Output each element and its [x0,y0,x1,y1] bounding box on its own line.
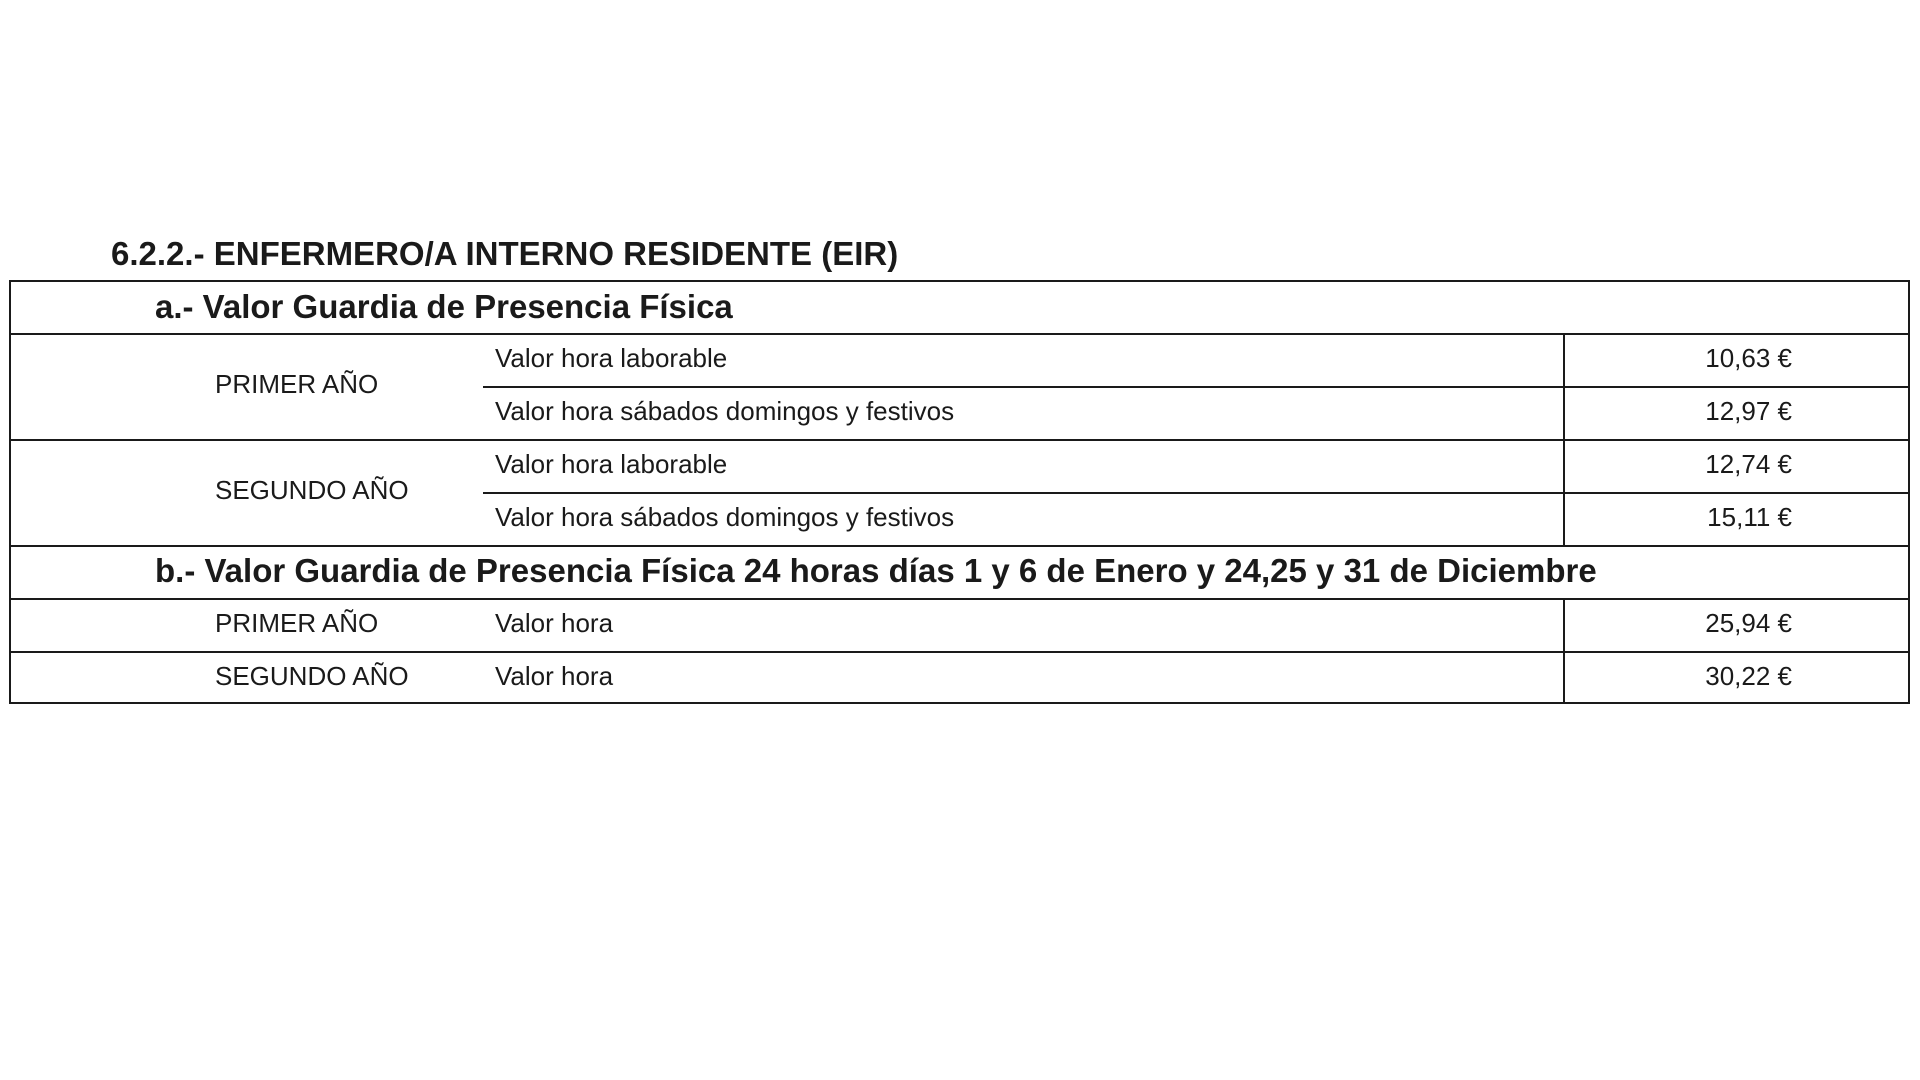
row-divider [11,333,1908,335]
concept-label: Valor hora [495,661,614,691]
row-divider [11,545,1908,547]
concept-label: Valor hora sábados domingos y festivos [495,502,955,532]
column-divider [1563,333,1565,545]
concept-label: Valor hora laborable [495,343,728,373]
concept-label: Valor hora laborable [495,449,728,479]
year-label-primer: PRIMER AÑO [215,608,379,638]
amount-value: 10,63 € [1705,343,1792,373]
row-divider [11,439,1908,441]
concept-label: Valor hora [495,608,614,638]
row-divider [483,492,1908,494]
salary-table [9,280,1910,704]
amount-value: 15,11 € [1707,502,1792,532]
year-label-segundo: SEGUNDO AÑO [215,661,409,691]
year-label-primer: PRIMER AÑO [215,369,379,399]
amount-value: 12,97 € [1705,396,1792,426]
amount-value: 25,94 € [1705,608,1792,638]
amount-value: 30,22 € [1705,661,1792,691]
document-title: 6.2.2.- ENFERMERO/A INTERNO RESIDENTE (EIR) [111,235,899,272]
row-divider [11,651,1908,653]
section-a-heading: a.- Valor Guardia de Presencia Física [155,288,733,325]
concept-label: Valor hora sábados domingos y festivos [495,396,955,426]
row-divider [483,386,1908,388]
amount-value: 12,74 € [1705,449,1792,479]
column-divider [1563,598,1565,702]
row-divider [11,598,1908,600]
year-label-segundo: SEGUNDO AÑO [215,475,409,505]
section-b-heading: b.- Valor Guardia de Presencia Física 24 horas días 1 y 6 de Enero y 24,25 y 31 de Diciembre [155,552,1597,589]
